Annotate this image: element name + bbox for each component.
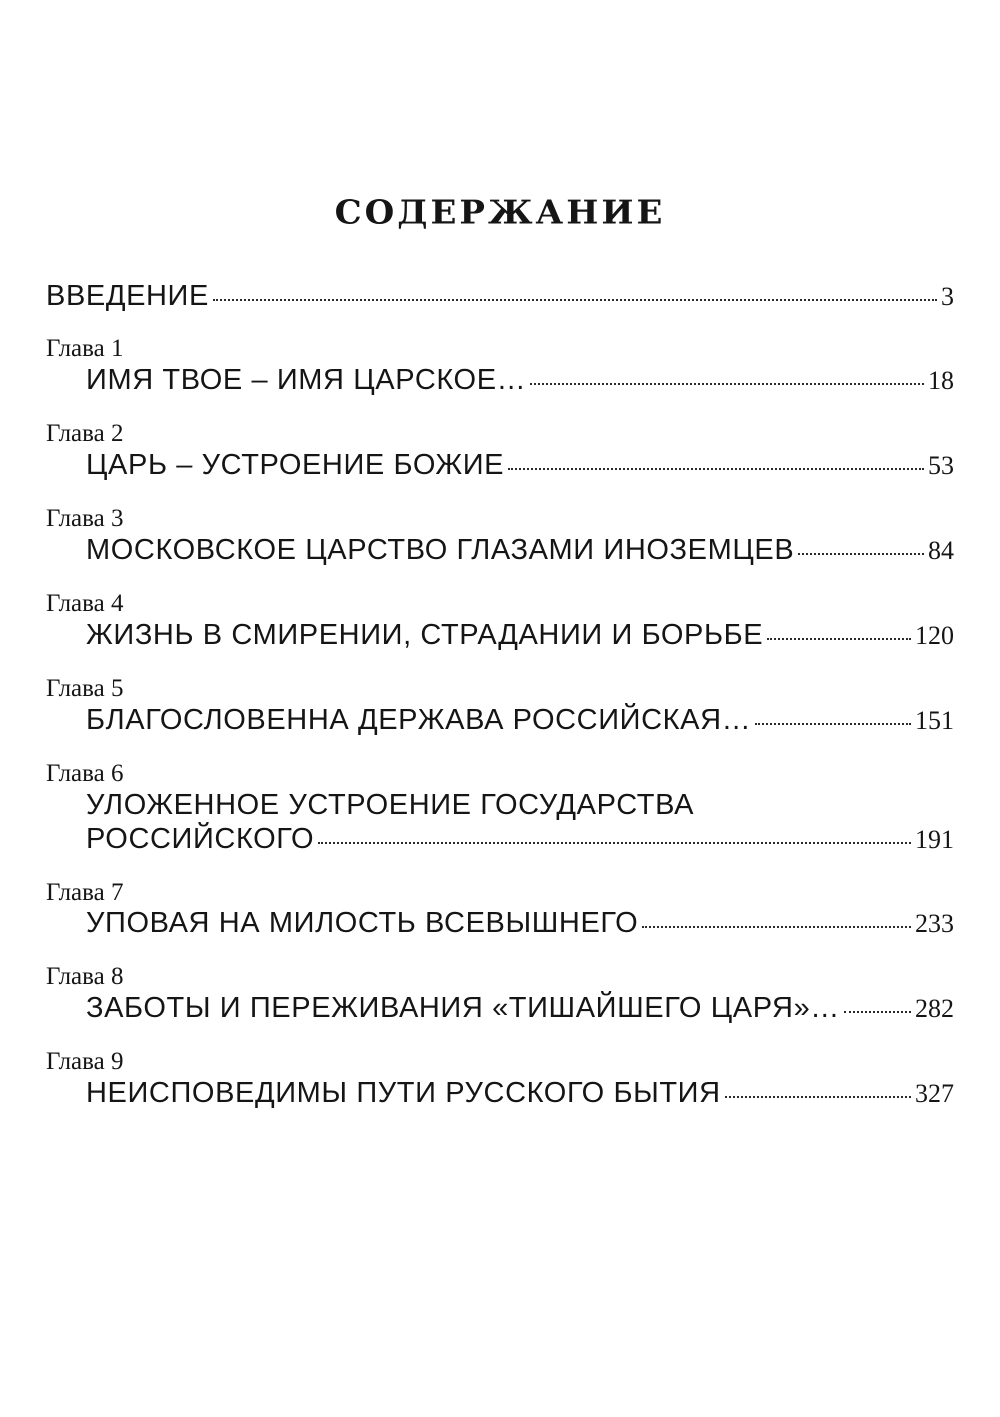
toc-entry-title: ВВЕДЕНИЕ — [46, 280, 209, 312]
chapter-label: Глава 3 — [46, 505, 124, 532]
toc-entry-chapter-4[interactable] — [86, 619, 954, 652]
toc-entry-chapter-6[interactable] — [86, 823, 954, 856]
toc-entry-chapter-1[interactable] — [86, 364, 954, 397]
toc-entry-title: ЦАРЬ – УСТРОЕНИЕ БОЖИЕ — [86, 449, 505, 481]
toc-page-number: 327 — [915, 1079, 954, 1108]
chapter-label: Глава 4 — [46, 590, 124, 617]
toc-page-number: 151 — [915, 706, 954, 735]
chapter-label: Глава 1 — [46, 335, 124, 362]
toc-page-number: 3 — [941, 282, 954, 311]
dot-leader — [844, 1010, 911, 1013]
dot-leader — [318, 841, 911, 844]
dot-leader — [213, 298, 937, 301]
toc-entry-title: ЖИЗНЬ В СМИРЕНИИ, СТРАДАНИИ И БОРЬБЕ — [86, 619, 764, 651]
chapter-label: Глава 9 — [46, 1048, 124, 1075]
dot-leader — [798, 552, 924, 555]
toc-page-number: 84 — [928, 536, 954, 565]
dot-leader — [767, 637, 911, 640]
toc-entry-chapter-2[interactable] — [86, 449, 954, 482]
toc-entry-title: ИМЯ ТВОЕ – ИМЯ ЦАРСКОЕ… — [86, 364, 527, 396]
toc-entry-chapter-7[interactable] — [86, 907, 954, 940]
toc-entry-chapter-9[interactable] — [86, 1077, 954, 1110]
toc-entry-chapter-3[interactable] — [86, 534, 954, 567]
dot-leader — [725, 1095, 911, 1098]
dot-leader — [530, 382, 924, 385]
toc-page-number: 282 — [915, 994, 954, 1023]
dot-leader — [508, 467, 924, 470]
toc-entry-title-line-1: УЛОЖЕННОЕ УСТРОЕНИЕ ГОСУДАРСТВА — [86, 789, 695, 821]
toc-entry-title-line-2: РОССИЙСКОГО — [86, 823, 315, 855]
toc-entry-title: УПОВАЯ НА МИЛОСТЬ ВСЕВЫШНЕГО — [86, 907, 639, 939]
toc-page-number: 18 — [928, 366, 954, 395]
toc-page-number: 53 — [928, 451, 954, 480]
chapter-label: Глава 5 — [46, 675, 124, 702]
dot-leader — [755, 722, 911, 725]
toc-entry-introduction[interactable] — [46, 280, 954, 313]
chapter-label: Глава 8 — [46, 963, 124, 990]
toc-entry-title: БЛАГОСЛОВЕННА ДЕРЖАВА РОССИЙСКАЯ… — [86, 704, 752, 736]
toc-entry-title: ЗАБОТЫ И ПЕРЕЖИВАНИЯ «ТИШАЙШЕГО ЦАРЯ»… — [86, 992, 840, 1024]
dot-leader — [642, 925, 911, 928]
toc-entry-chapter-5[interactable] — [86, 704, 954, 737]
toc-page-number: 120 — [915, 621, 954, 650]
toc-page-number: 233 — [915, 909, 954, 938]
toc-entry-chapter-8[interactable] — [86, 992, 954, 1025]
toc-entry-title: НЕИСПОВЕДИМЫ ПУТИ РУССКОГО БЫТИЯ — [86, 1077, 721, 1109]
chapter-label: Глава 6 — [46, 760, 124, 787]
chapter-label: Глава 7 — [46, 879, 124, 906]
chapter-label: Глава 2 — [46, 420, 124, 447]
page-title: СОДЕРЖАНИЕ — [334, 194, 666, 232]
toc-page-number: 191 — [915, 825, 954, 854]
toc-entry-title: МОСКОВСКОЕ ЦАРСТВО ГЛАЗАМИ ИНОЗЕМЦЕВ — [86, 534, 795, 566]
